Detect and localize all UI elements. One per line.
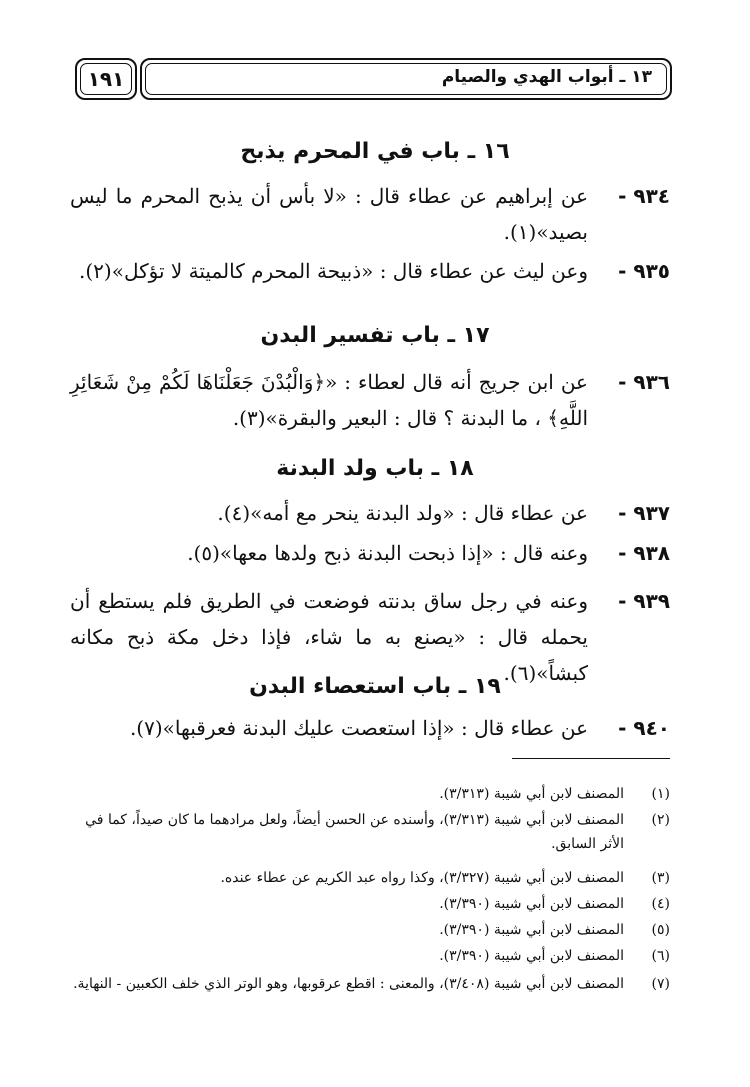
chapter-heading: ١٩ ـ باب استعصاء البدن [249,674,501,699]
footnote-text: المصنف لابن أبي شيبة (٣/٣٢٧)، وكذا رواه عبد الكريم عن عطاء عنده. [220,870,624,886]
footnote-separator [512,758,670,759]
footnote [70,918,670,942]
page-number: ١٩١ [75,58,137,100]
hadith-entry [70,178,670,250]
chapter-heading: ١٦ ـ باب في المحرم يذبح [240,139,510,164]
entry-text: وعن ليث عن عطاء قال : «ذبيحة المحرم كالميتة لا تؤكل»(٢). [79,259,588,283]
hadith-entry [70,535,670,571]
entry-text: عن عطاء قال : «إذا استعصت عليك البدنة فعرقبها»(٧). [129,716,588,740]
footnote-text: المصنف لابن أبي شيبة (٣/٣٩٠). [439,896,624,912]
footnote-number: (٧) [651,976,670,992]
footnote-text: المصنف لابن أبي شيبة (٣/٤٠٨)، والمعنى : اقطع عرقوبها، وهو الوتر الذي خلف الكعبين - النهاية. [73,976,624,992]
entry-text: وعنه في رجل ساق بدنته فوضعت في الطريق فلم يستطع أن يحمله قال : «يصنع به ما شاء، فإذا دخل مكة ذبح مكانه كبشاً»(٦). [70,589,588,685]
hadith-entry [70,253,670,289]
footnote-number: (٥) [651,922,670,938]
footnote-text: المصنف لابن أبي شيبة (٣/٣٩٠). [439,922,624,938]
entry-text: عن ابن جريج أنه قال لعطاء : «﴿وَالْبُدْنَ جَعَلْنَاهَا لَكُمْ مِنْ شَعَائِرِ اللَّهِ﴾ ، ما البدنة ؟ قال : البعير والبقرة»(٣). [70,370,588,430]
chapter-heading: ١٧ ـ باب تفسير البدن [260,323,490,348]
entry-number: ٩٣٧ - [618,501,670,525]
footnote-text: المصنف لابن أبي شيبة (٣/٣١٣). [439,786,624,802]
footnote [70,892,670,916]
entry-number: ٩٣٨ - [618,541,670,565]
running-header [140,58,672,100]
entry-number: ٩٣٦ - [618,370,670,394]
footnote-text: المصنف لابن أبي شيبة (٣/٣١٣)، وأسنده عن الحسن أيضاً، ولعل مرادهما ما كان صيداً، كما في الأثر السابق. [85,812,624,852]
entry-text: عن عطاء قال : «ولد البدنة ينحر مع أمه»(٤). [217,501,588,525]
header-title: ١٣ ـ أبواب الهدي والصيام [441,67,652,87]
footnote-number: (١) [651,786,670,802]
footnote-number: (٤) [651,896,670,912]
entry-number: ٩٣٤ - [618,184,670,208]
footnote [70,808,670,856]
chapter-heading: ١٨ ـ باب ولد البدنة [276,456,474,481]
entry-number: ٩٤٠ - [618,716,670,740]
entry-number: ٩٣٩ - [618,589,670,613]
hadith-entry [70,364,670,436]
footnote [70,944,670,968]
hadith-entry [70,710,670,746]
footnote-text: المصنف لابن أبي شيبة (٣/٣٩٠). [439,948,624,964]
entry-text: وعنه قال : «إذا ذبحت البدنة ذبح ولدها معها»(٥). [187,541,588,565]
footnote [70,782,670,806]
footnote [70,866,670,890]
footnote-number: (٢) [651,812,670,828]
hadith-entry [70,495,670,531]
footnote-number: (٣) [651,870,670,886]
footnote-number: (٦) [651,948,670,964]
entry-text: عن إبراهيم عن عطاء قال : «لا بأس أن يذبح المحرم ما ليس بصيد»(١). [70,184,588,244]
footnote [70,972,670,996]
entry-number: ٩٣٥ - [618,259,670,283]
